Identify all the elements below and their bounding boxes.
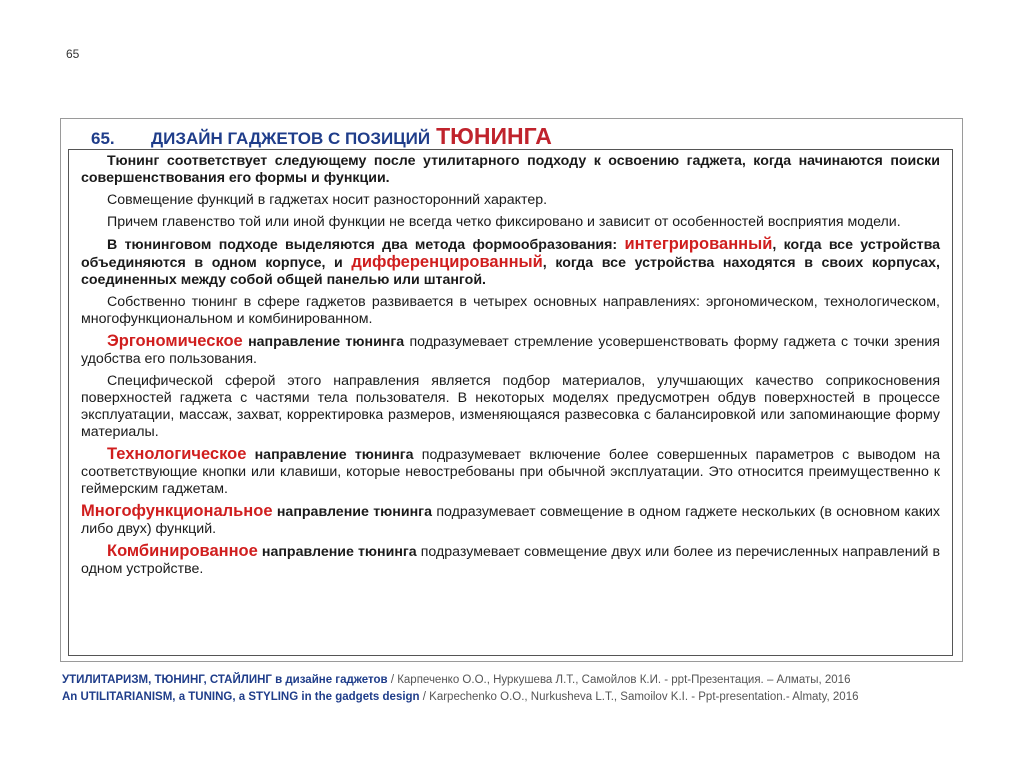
combined-text: подразумевает совмещение двух или более из перечисленных направлений в одном устройстве.: [81, 544, 940, 577]
paragraph-directions: Собственно тюнинг в сфере гаджетов развивается в четырех основных направлениях: эргономическом, технологическом, многофункциональном и комбинированном.: [81, 294, 940, 327]
combined-term: Комбинированное: [107, 542, 258, 560]
paragraph-combination: Совмещение функций в гаджетах носит разносторонний характер.: [107, 192, 548, 208]
paragraph-ergonomic: [81, 333, 940, 368]
method-differentiated: дифференцированный: [351, 253, 543, 271]
multifunctional-term: Многофункциональное: [81, 502, 273, 520]
content-box: [68, 149, 953, 656]
multifunctional-text: подразумевает совмещение в одном гаджете нескольких (в основном каких либо двух) функций.: [81, 504, 940, 537]
title-number: 65.: [91, 129, 115, 148]
method-integrated: интегрированный: [624, 235, 773, 253]
ergonomic-direction: направление тюнинга: [242, 334, 405, 350]
paragraph-priority: Причем главенство той или иной функции не всегда четко фиксировано и зависит от особенностей восприятия модели.: [107, 214, 901, 230]
paragraph-intro: Тюнинг соответствует следующему после утилитарного подходу к освоению гаджета, когда начинаются поиски совершенствования его формы и функции.: [81, 153, 940, 186]
paragraph-methods: [81, 236, 940, 289]
methods-text-b: , когда все устройства объединяются в одном корпусе, и: [81, 237, 940, 271]
footer-ru-authors: / Карпеченко О.О., Нуркушева Л.Т., Самойлов К.И. - ppt-Презентация. – Алматы, 2016: [387, 674, 851, 686]
footer-citation: [62, 672, 962, 706]
page-number: 65: [66, 47, 80, 61]
ergonomic-term: Эргономическое: [107, 332, 243, 350]
footer-line-en: [62, 689, 962, 706]
technological-text: подразумевает включение более совершенных параметров с выводом на соответствующие кнопки или клавиши, которые невостребованы при обычной эксплуатации. Это относится преимущественно к геймерским гаджетам.: [81, 447, 940, 497]
methods-text-c: , когда все устройства находятся в своих корпусах, соединенных между собой общей панелью или штангой.: [81, 255, 940, 288]
footer-ru-title: УТИЛИТАРИЗМ, ТЮНИНГ, СТАЙЛИНГ в дизайне гаджетов: [62, 674, 388, 686]
paragraph-technological: [81, 446, 940, 498]
footer-en-title: An UTILITARIANISM, a TUNING, a STYLING in the gadgets design: [62, 691, 420, 703]
ergonomic-text: подразумевает стремление усовершенствовать форму гаджета с точки зрения удобства его пользования.: [81, 334, 940, 367]
slide: [60, 118, 963, 662]
footer-line-ru: [62, 672, 962, 689]
technological-direction: направление тюнинга: [246, 447, 414, 463]
title-text: ДИЗАЙН ГАДЖЕТОВ С ПОЗИЦИЙ: [151, 129, 431, 148]
paragraph-multifunctional: [81, 503, 940, 538]
multifunctional-direction: направление тюнинга: [272, 504, 432, 520]
methods-text-a: В тюнинговом подходе выделяются два метода формообразования:: [107, 237, 625, 253]
technological-term: Технологическое: [107, 445, 247, 463]
title-accent: ТЮНИНГА: [436, 123, 552, 149]
combined-direction: направление тюнинга: [257, 544, 417, 560]
paragraph-combined: [81, 543, 940, 578]
paragraph-specific: Специфической сферой этого направления является подбор материалов, улучшающих качество соприкосновения поверхностей гаджета с частями тела пользователя. В некоторых моделях предусмотрен обдув поверхностей в процессе эксплуатации, массаж, захват, корректировка размеров, изменяющаяся развесовка с балансировкой или запоминающие форму материалы.: [81, 373, 940, 440]
footer-en-authors: / Karpechenko O.O., Nurkusheva L.T., Samoilov K.I. - Ppt-presentation.- Almaty, 2016: [419, 691, 859, 703]
